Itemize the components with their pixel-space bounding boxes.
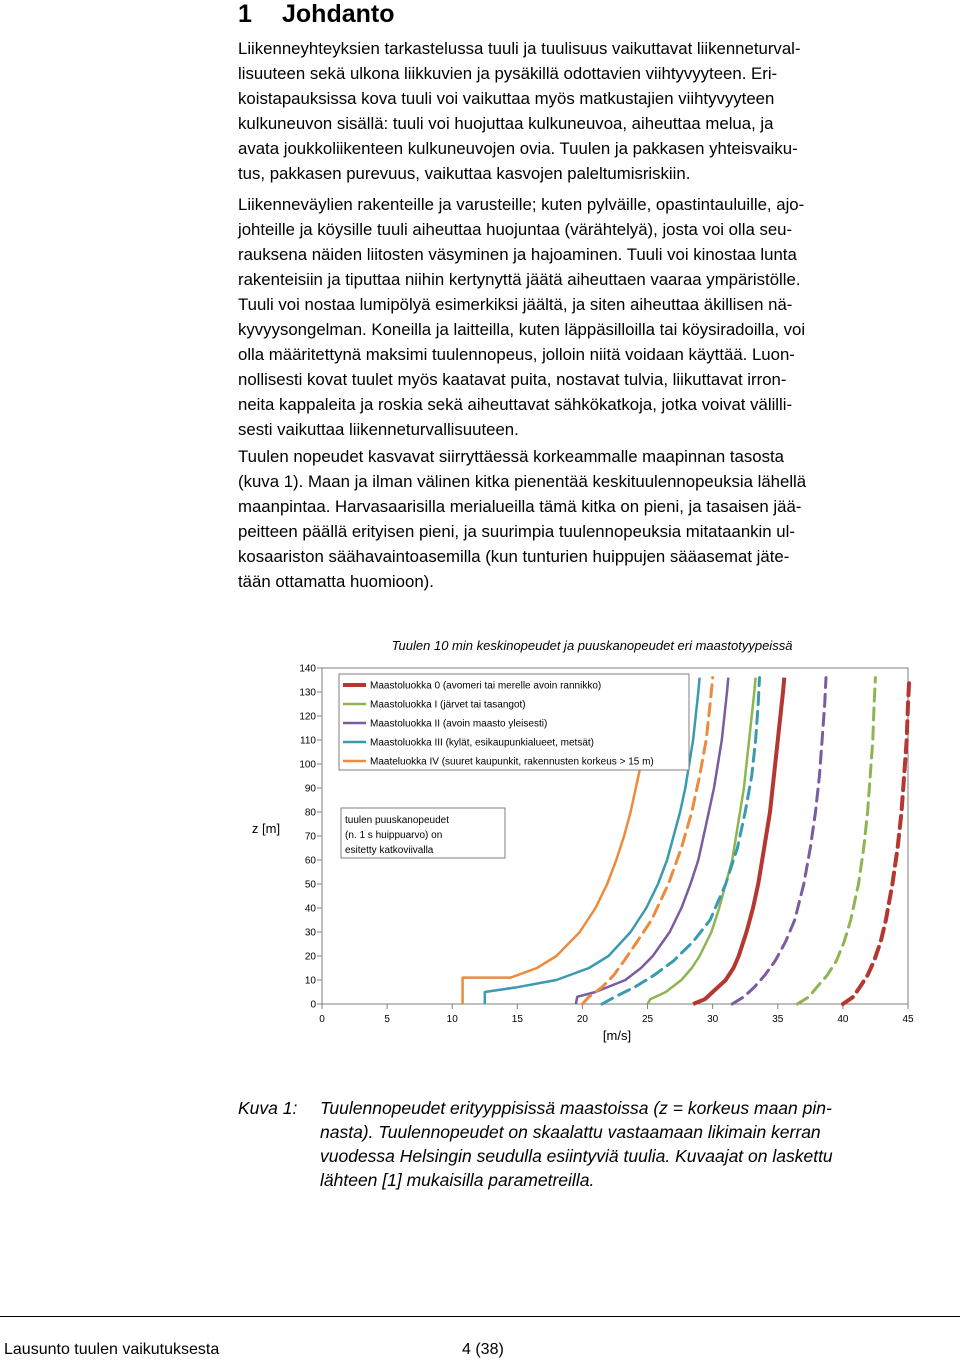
paragraph-2	[238, 192, 938, 442]
paragraph-3	[238, 444, 938, 594]
y-tick-label: 100	[299, 759, 316, 771]
y-tick-label: 70	[304, 831, 316, 843]
caption-line: vuodessa Helsingin seudulla esiintyviä tuulia. Kuvaajat on laskettu	[320, 1146, 833, 1166]
y-tick-label: 40	[304, 903, 316, 915]
chart-title: Tuulen 10 min keskinopeudet ja puuskanopeudet eri maastotyypeissä	[391, 638, 793, 653]
y-tick-label: 30	[304, 927, 316, 939]
x-tick-label: 40	[837, 1014, 849, 1025]
x-tick-label: 10	[446, 1014, 458, 1025]
wind-profile-figure	[0, 630, 960, 1060]
y-tick-label: 130	[299, 687, 316, 699]
text-line: Tuulen nopeudet kasvavat siirryttäessä korkeammalle maapinnan tasosta	[238, 447, 784, 466]
text-line: johteille ja köysille tuuli aiheuttaa huojuntaa (värähtelyä), josta voi olla seu-	[238, 220, 793, 239]
annotation-line: (n. 1 s huippuarvo) on	[345, 830, 443, 841]
text-line: kulkuneuvon sisällä: tuuli voi huojuttaa kulkuneuvoa, aiheuttaa melua, ja	[238, 114, 774, 133]
y-tick-label: 10	[304, 975, 316, 987]
legend-label: Maastoluokka III (kylät, esikaupunkialueet, metsät)	[370, 737, 594, 749]
footer-divider	[0, 1316, 960, 1317]
legend-label: Maateluokka IV (suuret kaupunkit, rakennusten korkeus > 15 m)	[370, 756, 654, 768]
gust-line-series-1	[797, 678, 875, 1004]
footer-document-title: Lausunto tuulen vaikutuksesta	[4, 1341, 220, 1358]
text-line: nollisesti kovat tuulet myös kaatavat puita, nostavat tulvia, liikuttavat irron-	[238, 370, 787, 389]
section-heading	[238, 0, 395, 29]
text-line: lisuuteen sekä ulkona liikkuvien ja pysäkillä odottavien viihtyvyyteen. Eri-	[238, 64, 778, 83]
caption-line: lähteen [1] mukaisilla parametreilla.	[320, 1170, 595, 1190]
section-title: Johdanto	[282, 0, 395, 28]
text-line: tään ottamatta huomioon).	[238, 572, 434, 591]
text-line: (kuva 1). Maan ja ilman välinen kitka pienentää keskituulennopeuksia lähellä	[238, 472, 807, 491]
x-tick-label: 20	[576, 1014, 589, 1025]
text-line: neita kappaleita ja roskia sekä aiheuttavat sähkökatkoja, jotka voivat välilli-	[238, 395, 793, 414]
x-tick-label: 25	[641, 1014, 654, 1025]
text-line: kosaariston säähavaintoasemilla (kun tunturien huippujen sääasemat jäte-	[238, 547, 790, 566]
text-line: sesti vaikuttaa liikenneturvallisuuteen.	[238, 420, 519, 439]
text-line: Liikenneyhteyksien tarkastelussa tuuli ja tuulisuus vaikuttavat liikenneturval-	[238, 39, 801, 58]
caption-text	[320, 1096, 940, 1192]
x-tick-label: 35	[772, 1014, 784, 1025]
y-tick-label: 90	[304, 783, 316, 795]
legend-label: Maastoluokka II (avoin maasto yleisesti)	[370, 718, 548, 730]
text-line: peitteen päällä erityisen pieni, ja suurimpia tuulennopeuksia mitataankin ul-	[238, 522, 795, 541]
x-axis-label: [m/s]	[602, 1028, 632, 1043]
section-number: 1	[238, 0, 252, 28]
x-tick-label: 45	[902, 1014, 914, 1025]
footer-page-number: 4 (38)	[462, 1341, 504, 1358]
text-line: koistapauksissa kova tuuli voi vaikuttaa myös matkustajien viihtyvyyteen	[238, 89, 775, 108]
annotation-line: tuulen puuskanopeudet	[345, 815, 449, 826]
y-tick-label: 110	[300, 735, 316, 747]
y-tick-label: 140	[299, 663, 316, 675]
legend-label: Maastoluokka I (järvet tai tasangot)	[370, 699, 526, 711]
annotation-line: esitetty katkoviivalla	[345, 845, 434, 856]
text-line: kyvyysongelman. Koneilla ja laitteilla, kuten läppäsilloilla tai köysiradoilla, voi	[238, 320, 806, 339]
y-tick-label: 50	[304, 879, 316, 891]
y-tick-label: 0	[310, 999, 316, 1011]
y-tick-label: 120	[299, 711, 316, 723]
gust-line-series-0	[843, 678, 909, 1004]
caption-line: nasta). Tuulennopeudet on skaalattu vastaamaan likimain kerran	[320, 1122, 821, 1142]
y-tick-label: 20	[304, 951, 316, 963]
text-line: olla määritettynä maksimi tuulennopeus, jolloin niitä voidaan käyttää. Luon-	[238, 345, 795, 364]
legend-label: Maastoluokka 0 (avomeri tai merelle avoin rannikko)	[370, 680, 602, 692]
x-tick-label: 30	[707, 1014, 719, 1025]
text-line: tus, pakkasen purevuus, vaikuttaa kasvojen paleltumisriskiin.	[238, 164, 691, 183]
text-line: Liikenneväylien rakenteille ja varusteille; kuten pylväille, opastintauluille, ajo-	[238, 195, 805, 214]
paragraph-1	[238, 36, 938, 186]
y-tick-label: 60	[304, 855, 316, 867]
caption-line: Tuulennopeudet erityyppisissä maastoissa (z = korkeus maan pin-	[320, 1098, 832, 1118]
text-line: Tuuli voi nostaa lumipölyä esimerkiksi jäältä, ja siten aiheuttaa äkillisen nä-	[238, 295, 793, 314]
text-line: rakenteisiin ja tiputtaa niihin kertynyttä jäätä aiheuttaen vaaraa ympäristölle.	[238, 270, 801, 289]
caption-label: Kuva 1:	[238, 1098, 298, 1118]
x-tick-label: 15	[511, 1014, 523, 1025]
x-tick-label: 0	[319, 1014, 325, 1025]
text-line: avata joukkoliikenteen kulkuneuvojen ovia. Tuulen ja pakkasen yhteisvaiku-	[238, 139, 798, 158]
text-line: rauksena näiden liitosten väsyminen ja hajoaminen. Tuuli voi kinostaa lunta	[238, 245, 797, 264]
y-tick-label: 80	[304, 807, 316, 819]
y-axis-label: z [m]	[251, 821, 281, 836]
x-tick-label: 5	[384, 1014, 390, 1025]
text-line: maanpintaa. Harvasaarisilla merialueilla tämä kitka on pieni, ja tasaisen jää-	[238, 497, 802, 516]
wind-profile-chart	[0, 630, 960, 1060]
